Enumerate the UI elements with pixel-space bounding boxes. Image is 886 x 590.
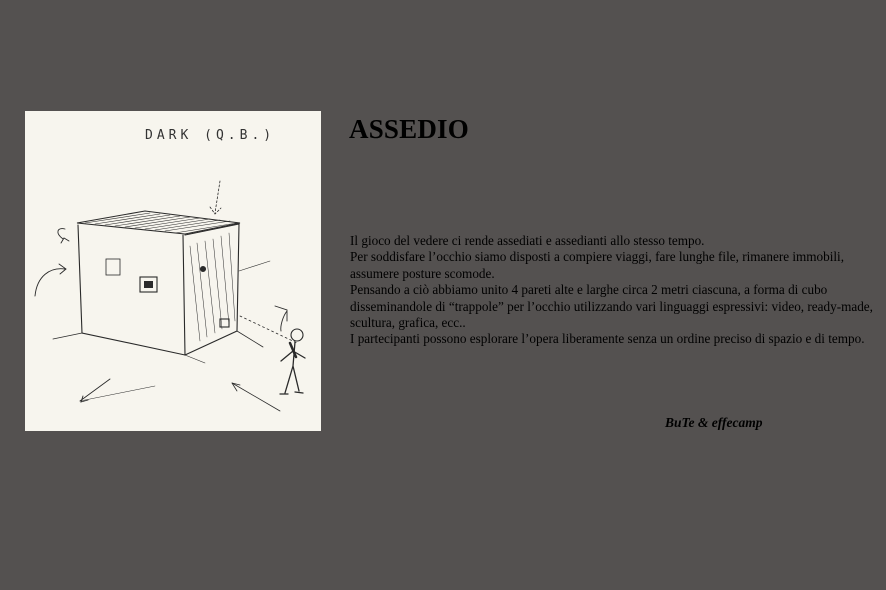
cube-mark-front [106, 259, 120, 275]
description-text [350, 233, 880, 348]
cube-top-hatching [85, 213, 237, 233]
cube-sketch-illustration [25, 111, 321, 431]
page-title: ASSEDIO [349, 114, 469, 144]
cube-right-hatching [190, 233, 235, 341]
paragraph-2: Per soddisfare l’occhio siamo disposti a compiere viaggi, fare lunghe file, rimanere immobili, assumere posture scomode. [350, 249, 845, 281]
signature: BuTe & effecamp [665, 415, 763, 430]
cube-right-face [185, 224, 239, 355]
sketch-drawing [25, 111, 321, 431]
paragraph-3: Pensando a ciò abbiamo unito 4 pareti alte e larghe circa 2 metri ciascuna, a forma di cubo disseminandole di “trappole” per l’occhio utilizzando vari linguaggi espressivi: video, ready-made, scultura, grafica, ecc.. [350, 282, 873, 331]
figure-head [291, 329, 303, 341]
sketch-caption: DARK (Q.B.) [145, 128, 276, 143]
cube-front-face [78, 225, 185, 355]
paragraph-4: I partecipanti possono esplorare l’opera liberamente senza un ordine preciso di spazio e di tempo. [350, 331, 865, 347]
paragraph-1: Il gioco del vedere ci rende assediati e assedianti allo stesso tempo. [350, 233, 705, 248]
cube-spot-right [201, 267, 206, 272]
